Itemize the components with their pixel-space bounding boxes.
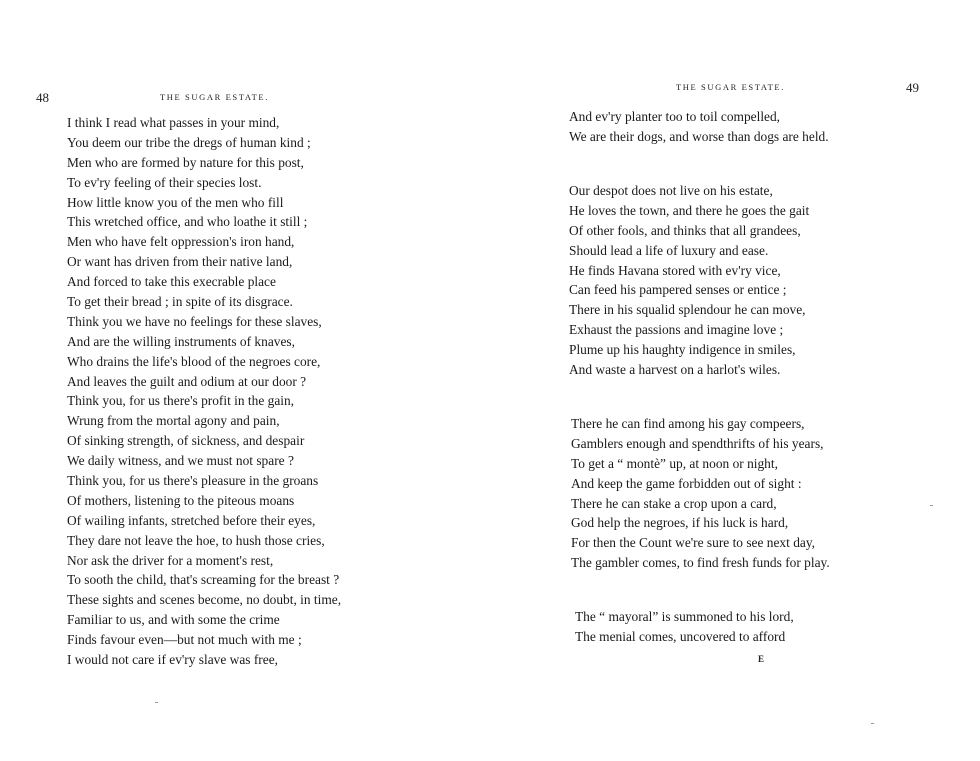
poem-line: There he can stake a crop upon a card, [571,495,777,511]
running-head-right: THE SUGAR ESTATE. [676,82,785,92]
poem-line: And are the willing instruments of knaves, [67,333,295,349]
right-stanza [575,607,794,647]
poem-line: Wrung from the mortal agony and pain, [67,413,280,429]
poem-line: Our despot does not live on his estate, [569,183,773,198]
running-head-left: THE SUGAR ESTATE. [160,92,269,102]
poem-line: And leaves the guilt and odium at our door ? [67,373,307,389]
poem-line: I would not care if ev'ry slave was free, [67,652,278,668]
poem-line: Familiar to us, and with some the crime [67,612,280,628]
poem-line: Of mothers, listening to the piteous moans [67,492,295,508]
poem-line: You deem our tribe the dregs of human kind ; [67,134,311,150]
page-speck [871,723,874,724]
poem-line: There he can find among his gay compeers, [571,416,805,431]
poem-line: These sights and scenes become, no doubt, in time, [67,592,342,608]
page-number-right: 49 [906,80,919,95]
poem-line: We are their dogs, and worse than dogs are held. [569,128,829,144]
poem-line: Should lead a life of luxury and ease. [569,242,769,258]
poem-line: And waste a harvest on a harlot's wiles. [569,362,781,378]
poem-line: Think you, for us there's pleasure in the groans [67,473,319,489]
poem-line: Of wailing infants, stretched before their eyes, [67,512,316,528]
poem-line: To get their bread ; in spite of its disgrace. [67,294,293,310]
poem-line: Of sinking strength, of sickness, and despair [67,433,305,449]
poem-line: To get a “ montè” up, at noon or night, [571,455,778,471]
poem-line: God help the negroes, if his luck is hard, [571,515,789,531]
poem-line: To sooth the child, that's screaming for the breast ? [67,572,340,588]
poem-line: There in his squalid splendour he can move, [569,302,806,318]
right-stanza [569,107,829,147]
poem-line: Nor ask the driver for a moment's rest, [67,552,274,568]
poem-line: Men who are formed by nature for this post, [67,154,304,170]
page-speck [930,505,933,506]
signature-mark: E [758,654,765,664]
right-stanza [571,414,830,573]
poem-line: This wretched office, and who loathe it still ; [67,214,308,230]
poem-line: And ev'ry planter too to toil compelled, [569,109,781,124]
poem-line: Or want has driven from their native land, [67,254,293,270]
page-speck [155,702,158,703]
poem-line: Who drains the life's blood of the negroes core, [67,353,321,369]
right-page [490,0,980,761]
right-stanza [569,181,809,380]
poem-line: Can feed his pampered senses or entice ; [569,282,787,298]
page-number-left: 48 [36,90,49,105]
poem-line: Think you we have no feelings for these slaves, [67,313,322,329]
poem-line: The menial comes, uncovered to afford [575,628,786,644]
poem-line: How little know you of the men who fill [67,194,284,210]
poem-line: The “ mayoral” is summoned to his lord, [575,609,794,624]
poem-line: He loves the town, and there he goes the gait [569,202,810,218]
poem-line: Think you, for us there's profit in the gain, [67,393,295,409]
poem-line: We daily witness, and we must not spare ? [67,453,294,469]
poem-line: I think I read what passes in your mind, [67,115,280,130]
poem-line: For then the Count we're sure to see next day, [571,535,815,551]
poem-line: And forced to take this execrable place [67,274,276,290]
poem-line: And keep the game forbidden out of sight : [571,475,802,491]
poem-line: To ev'ry feeling of their species lost. [67,174,262,190]
poem-line: They dare not leave the hoe, to hush those cries, [67,532,325,548]
poem-line: Exhaust the passions and imagine love ; [569,322,784,338]
poem-line: Of other fools, and thinks that all grandees, [569,222,801,238]
poem-line: Finds favour even—but not much with me ; [67,632,302,648]
poem-line: Plume up his haughty indigence in smiles, [569,342,796,358]
poem-line: Gamblers enough and spendthrifts of his years, [571,435,824,451]
poem-line: Men who have felt oppression's iron hand, [67,234,295,250]
left-poem [67,113,341,670]
poem-line: The gambler comes, to find fresh funds for play. [571,555,830,571]
poem-line: He finds Havana stored with ev'ry vice, [569,262,781,278]
